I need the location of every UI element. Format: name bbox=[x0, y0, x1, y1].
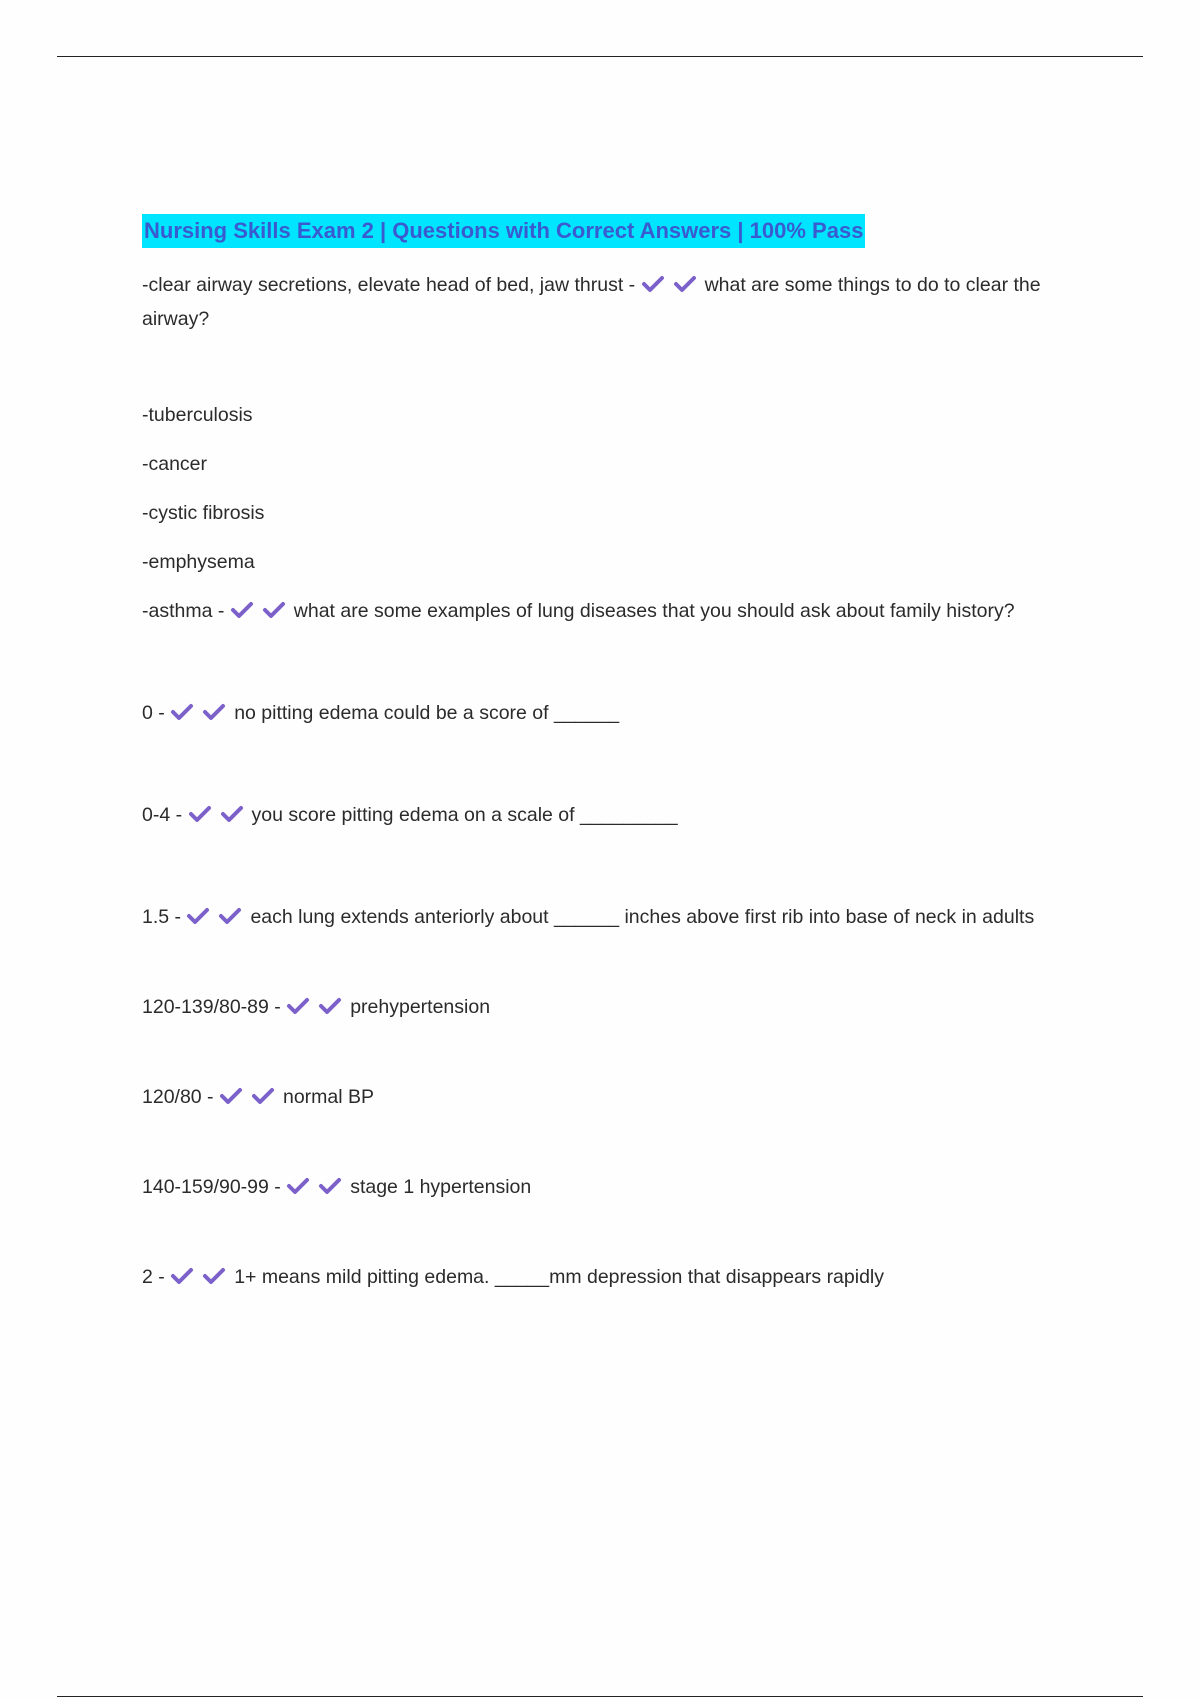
answer-line: -cystic fibrosis bbox=[142, 502, 265, 524]
checkmark-icon bbox=[170, 1267, 194, 1285]
answer-line: -tuberculosis bbox=[142, 404, 253, 426]
qa-item bbox=[142, 1260, 1062, 1294]
document-title: Nursing Skills Exam 2 | Questions with Correct Answers | 100% Pass bbox=[142, 214, 1062, 248]
checkmark-icon bbox=[318, 997, 342, 1015]
checkmark-icon bbox=[218, 907, 242, 925]
answer-line: -cancer bbox=[142, 453, 208, 475]
question-text: you score pitting edema on a scale of _________ bbox=[251, 804, 678, 826]
qa-item bbox=[142, 1170, 1062, 1204]
answer-text: 0-4 - bbox=[142, 804, 183, 826]
answer-text: 120/80 - bbox=[142, 1086, 214, 1108]
qa-item bbox=[142, 990, 1062, 1024]
answer-text: 140-159/90-99 - bbox=[142, 1176, 281, 1198]
qa-item bbox=[142, 268, 1062, 336]
question-text: 1+ means mild pitting edema. _____mm depression that disappears rapidly bbox=[234, 1266, 885, 1288]
document-content bbox=[142, 214, 1062, 1294]
question-text: no pitting edema could be a score of ______ bbox=[234, 702, 620, 724]
question-text: what are some examples of lung diseases that you should ask about family history? bbox=[293, 600, 1015, 622]
qa-item bbox=[142, 696, 1062, 730]
answer-text: -asthma - bbox=[142, 600, 225, 622]
checkmark-icon bbox=[262, 601, 286, 619]
question-text: stage 1 hypertension bbox=[350, 1176, 532, 1198]
qa-item bbox=[142, 398, 1062, 628]
checkmark-icon bbox=[170, 703, 194, 721]
checkmark-icon bbox=[219, 1087, 243, 1105]
answer-text: 0 - bbox=[142, 702, 165, 724]
checkmark-icon bbox=[286, 1177, 310, 1195]
qa-item bbox=[142, 798, 1062, 832]
bottom-rule bbox=[57, 1696, 1143, 1697]
checkmark-icon bbox=[202, 1267, 226, 1285]
checkmark-icon bbox=[186, 907, 210, 925]
checkmark-icon bbox=[251, 1087, 275, 1105]
answer-text: -clear airway secretions, elevate head of bed, jaw thrust - bbox=[142, 274, 636, 296]
question-text: what are some things to do to clear the airway? bbox=[142, 274, 1041, 330]
checkmark-icon bbox=[286, 997, 310, 1015]
qa-item bbox=[142, 900, 1062, 934]
checkmark-icon bbox=[641, 275, 665, 293]
checkmark-icon bbox=[230, 601, 254, 619]
qa-item bbox=[142, 1080, 1062, 1114]
checkmark-icon bbox=[202, 703, 226, 721]
question-text: each lung extends anteriorly about ______ inches above first rib into base of neck in adults bbox=[250, 906, 1035, 928]
checkmark-icon bbox=[673, 275, 697, 293]
answer-line: -emphysema bbox=[142, 551, 255, 573]
answer-text: 120-139/80-89 - bbox=[142, 996, 281, 1018]
checkmark-icon bbox=[318, 1177, 342, 1195]
answer-text: 1.5 - bbox=[142, 906, 182, 928]
answer-text: 2 - bbox=[142, 1266, 165, 1288]
question-text: normal BP bbox=[282, 1086, 375, 1108]
top-rule bbox=[57, 56, 1143, 57]
checkmark-icon bbox=[188, 805, 212, 823]
question-text: prehypertension bbox=[350, 996, 491, 1018]
checkmark-icon bbox=[220, 805, 244, 823]
